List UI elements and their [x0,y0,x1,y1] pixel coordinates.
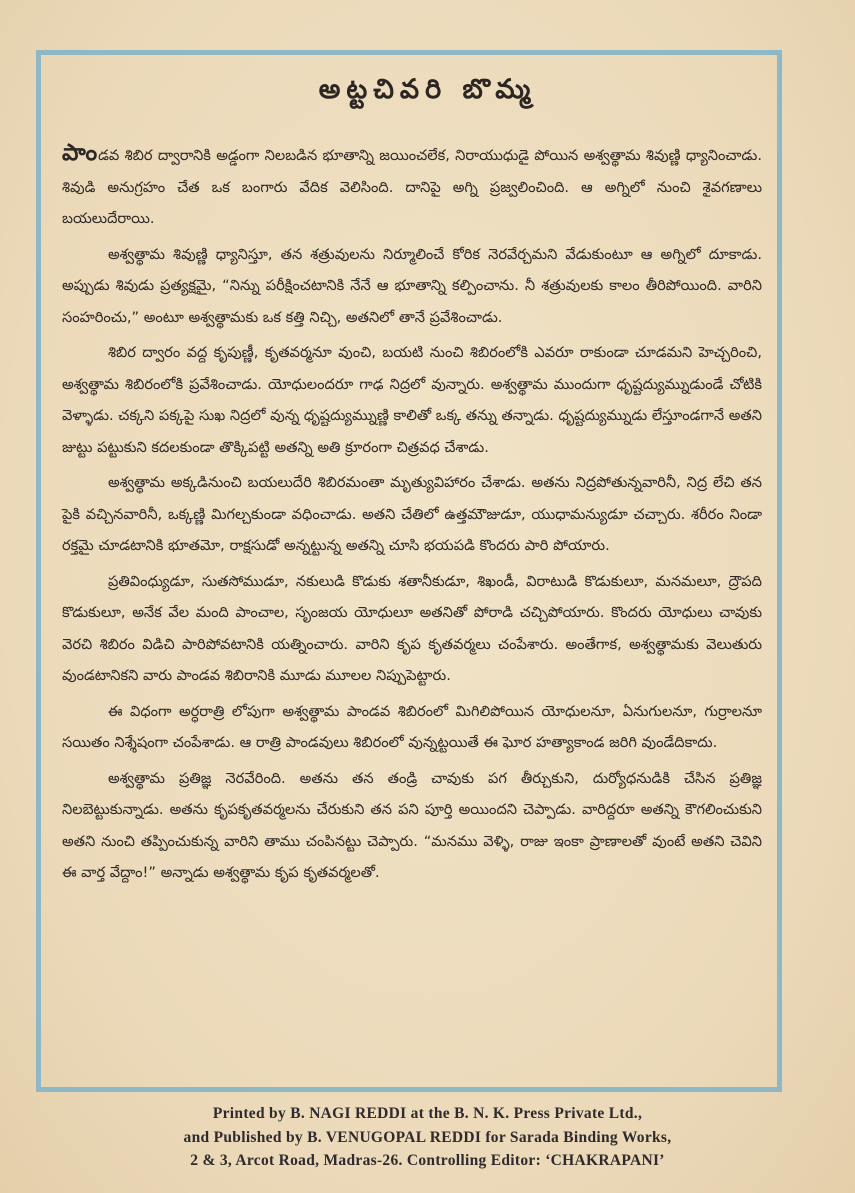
imprint-line-2: and Published by B. VENUGOPAL REDDI for Sarada Binding Works, [183,1128,672,1146]
story-body [62,138,762,893]
story-paragraph-7: అశ్వత్థామ ప్రతిజ్ఞ నెరవేరింది. అతను తన తండ్రి చావుకు పగ తీర్చుకుని, దుర్యోధనుడికి చేసిన ప్రతిజ్ఞ నిలబెట్టుకున్నాడు. అతను కృపకృతవర్మలను చేరుకుని తన పని పూర్తి అయిందని చెప్పాడు. వారిద్దరూ అతన్ని కౌగలించుకుని అతని నుంచి తప్పించుకున్న వారిని తాము చంపినట్టు చెప్పారు. “మనము వెళ్ళి, రాజు ఇంకా ప్రాణాలతో వుంటే అతని చెవిని ఈ వార్త వేద్దాం!” అన్నాడు అశ్వత్థామ కృప కృతవర్మలతో. [62,769,762,881]
page-title: అట్టచివరి బొమ్మ [318,74,537,105]
story-paragraph-3: శిబిర ద్వారం వద్ద కృపుణ్ణీ, కృతవర్మనూ వుంచి, బయటి నుంచి శిబిరంలోకి ఎవరూ రాకుండా చూడమని హెచ్చరించి, అశ్వత్థామ శిబిరంలోకి ప్రవేశించాడు. యోధులందరూ గాఢ నిద్రలో వున్నారు. అశ్వత్థామ ముందుగా ధృష్టద్యుమ్నుడుండే చోటికి వెళ్ళాడు. చక్కని పక్కపై సుఖ నిద్రలో వున్న ధృష్టద్యుమ్నుణ్ణి కాలితో ఒక్క తన్ను తన్నాడు. ధృష్టద్యుమ్నుడు లేస్తూండగానే అతని జుట్టు పట్టుకుని కదలకుండా తొక్కిపట్టి అతన్ని అతి క్రూరంగా చిత్రవధ చేశాడు. [62,344,762,456]
story-paragraph-1 [62,138,762,235]
imprint-line-3: 2 & 3, Arcot Road, Madras-26. Controlling Editor: ‘CHAKRAPANI’ [190,1152,665,1169]
printer-imprint [0,1102,855,1173]
story-paragraph-4: అశ్వత్థామ అక్కడినుంచి బయలుదేరి శిబిరమంతా మృత్యువిహారం చేశాడు. అతను నిద్రపోతున్నవారినీ, నిద్ర లేచి తన పైకి వచ్చినవారినీ, ఒక్కణ్ణి మిగల్చకుండా వధించాడు. అతని చేతిలో ఉత్తమౌజుడూ, యుధామన్యుడూ చచ్చారు. శరీరం నిండా రక్తమై చూడటానికి భూతమో, రాక్షసుడో అన్నట్టున్న అతన్ని చూసి భయపడి కొందరు పారి పోయారు. [62,474,762,554]
drop-cap: పాం [62,140,99,166]
story-paragraph-6: ఈ విధంగా అర్ధరాత్రి లోపుగా అశ్వత్థామ పాండవ శిబిరంలో మిగిలిపోయిన యోధులనూ, ఏనుగులనూ, గుర్రాలనూ సయితం నిశ్శేషంగా చంపేశాడు. ఆ రాత్రి పాండవులు శిబిరంలో వున్నట్టయితే ఈ ఘోర హత్యాకాండ జరిగి వుండేదికాదు. [62,702,762,751]
imprint-line-1: Printed by B. NAGI REDDI at the B. N. K. Press Private Ltd., [212,1105,643,1122]
paragraph-1-text: డవ శిబిర ద్వారానికి అడ్డంగా నిలబడిన భూతాన్ని జయించలేక, నిరాయుధుడై పోయిన అశ్వత్థామ శివుణ్ణి ధ్యానించాడు. శివుడి అనుగ్రహం చేత ఒక బంగారు వేదిక వెలిసింది. దానిపై అగ్ని ప్రజ్వలించింది. ఆ అగ్నిలో నుంచి శైవగణాలు బయలుదేరాయి. [62,147,762,227]
story-paragraph-2: అశ్వత్థామ శివుణ్ణి ధ్యానిస్తూ, తన శత్రువులను నిర్మూలించే కోరిక నెరవేర్చమని వేడుకుంటూ ఆ అగ్నిలో దూకాడు. అప్పుడు శివుడు ప్రత్యక్షమై, “నిన్ను పరీక్షించటానికి నేనే ఆ భూతాన్ని కల్పించాను. నీ శత్రువులకు కాలం తీరిపోయింది. వారిని సంహరించు,” అంటూ అశ్వత్థామకు ఒక కత్తి నిచ్చి, అతనిలో తానే ప్రవేశించాడు. [62,245,762,326]
story-paragraph-5: ప్రతివింధ్యుడూ, సుతసోముడూ, నకులుడి కొడుకు శతానీకుడూ, శిఖండీ, విరాటుడి కొడుకులూ, మనమలూ, ద్రౌపది కొడుకులూ, అనేక వేల మంది పాంచాల, సృంజయ యోధులూ అతనితో పోరాడి చచ్చిపోయారు. కొందరు యోధులు చావుకు వెరచి శిబిరం విడిచి పారిపోవటానికి యత్నించారు. వారిని కృప కృతవర్మలు చంపేశారు. అంతేగాక, అశ్వత్థామకు వెలుతురు వుండటానికని వారు పాండవ శిబిరానికి మూడు మూలల నిప్పుపెట్టారు. [62,572,762,684]
